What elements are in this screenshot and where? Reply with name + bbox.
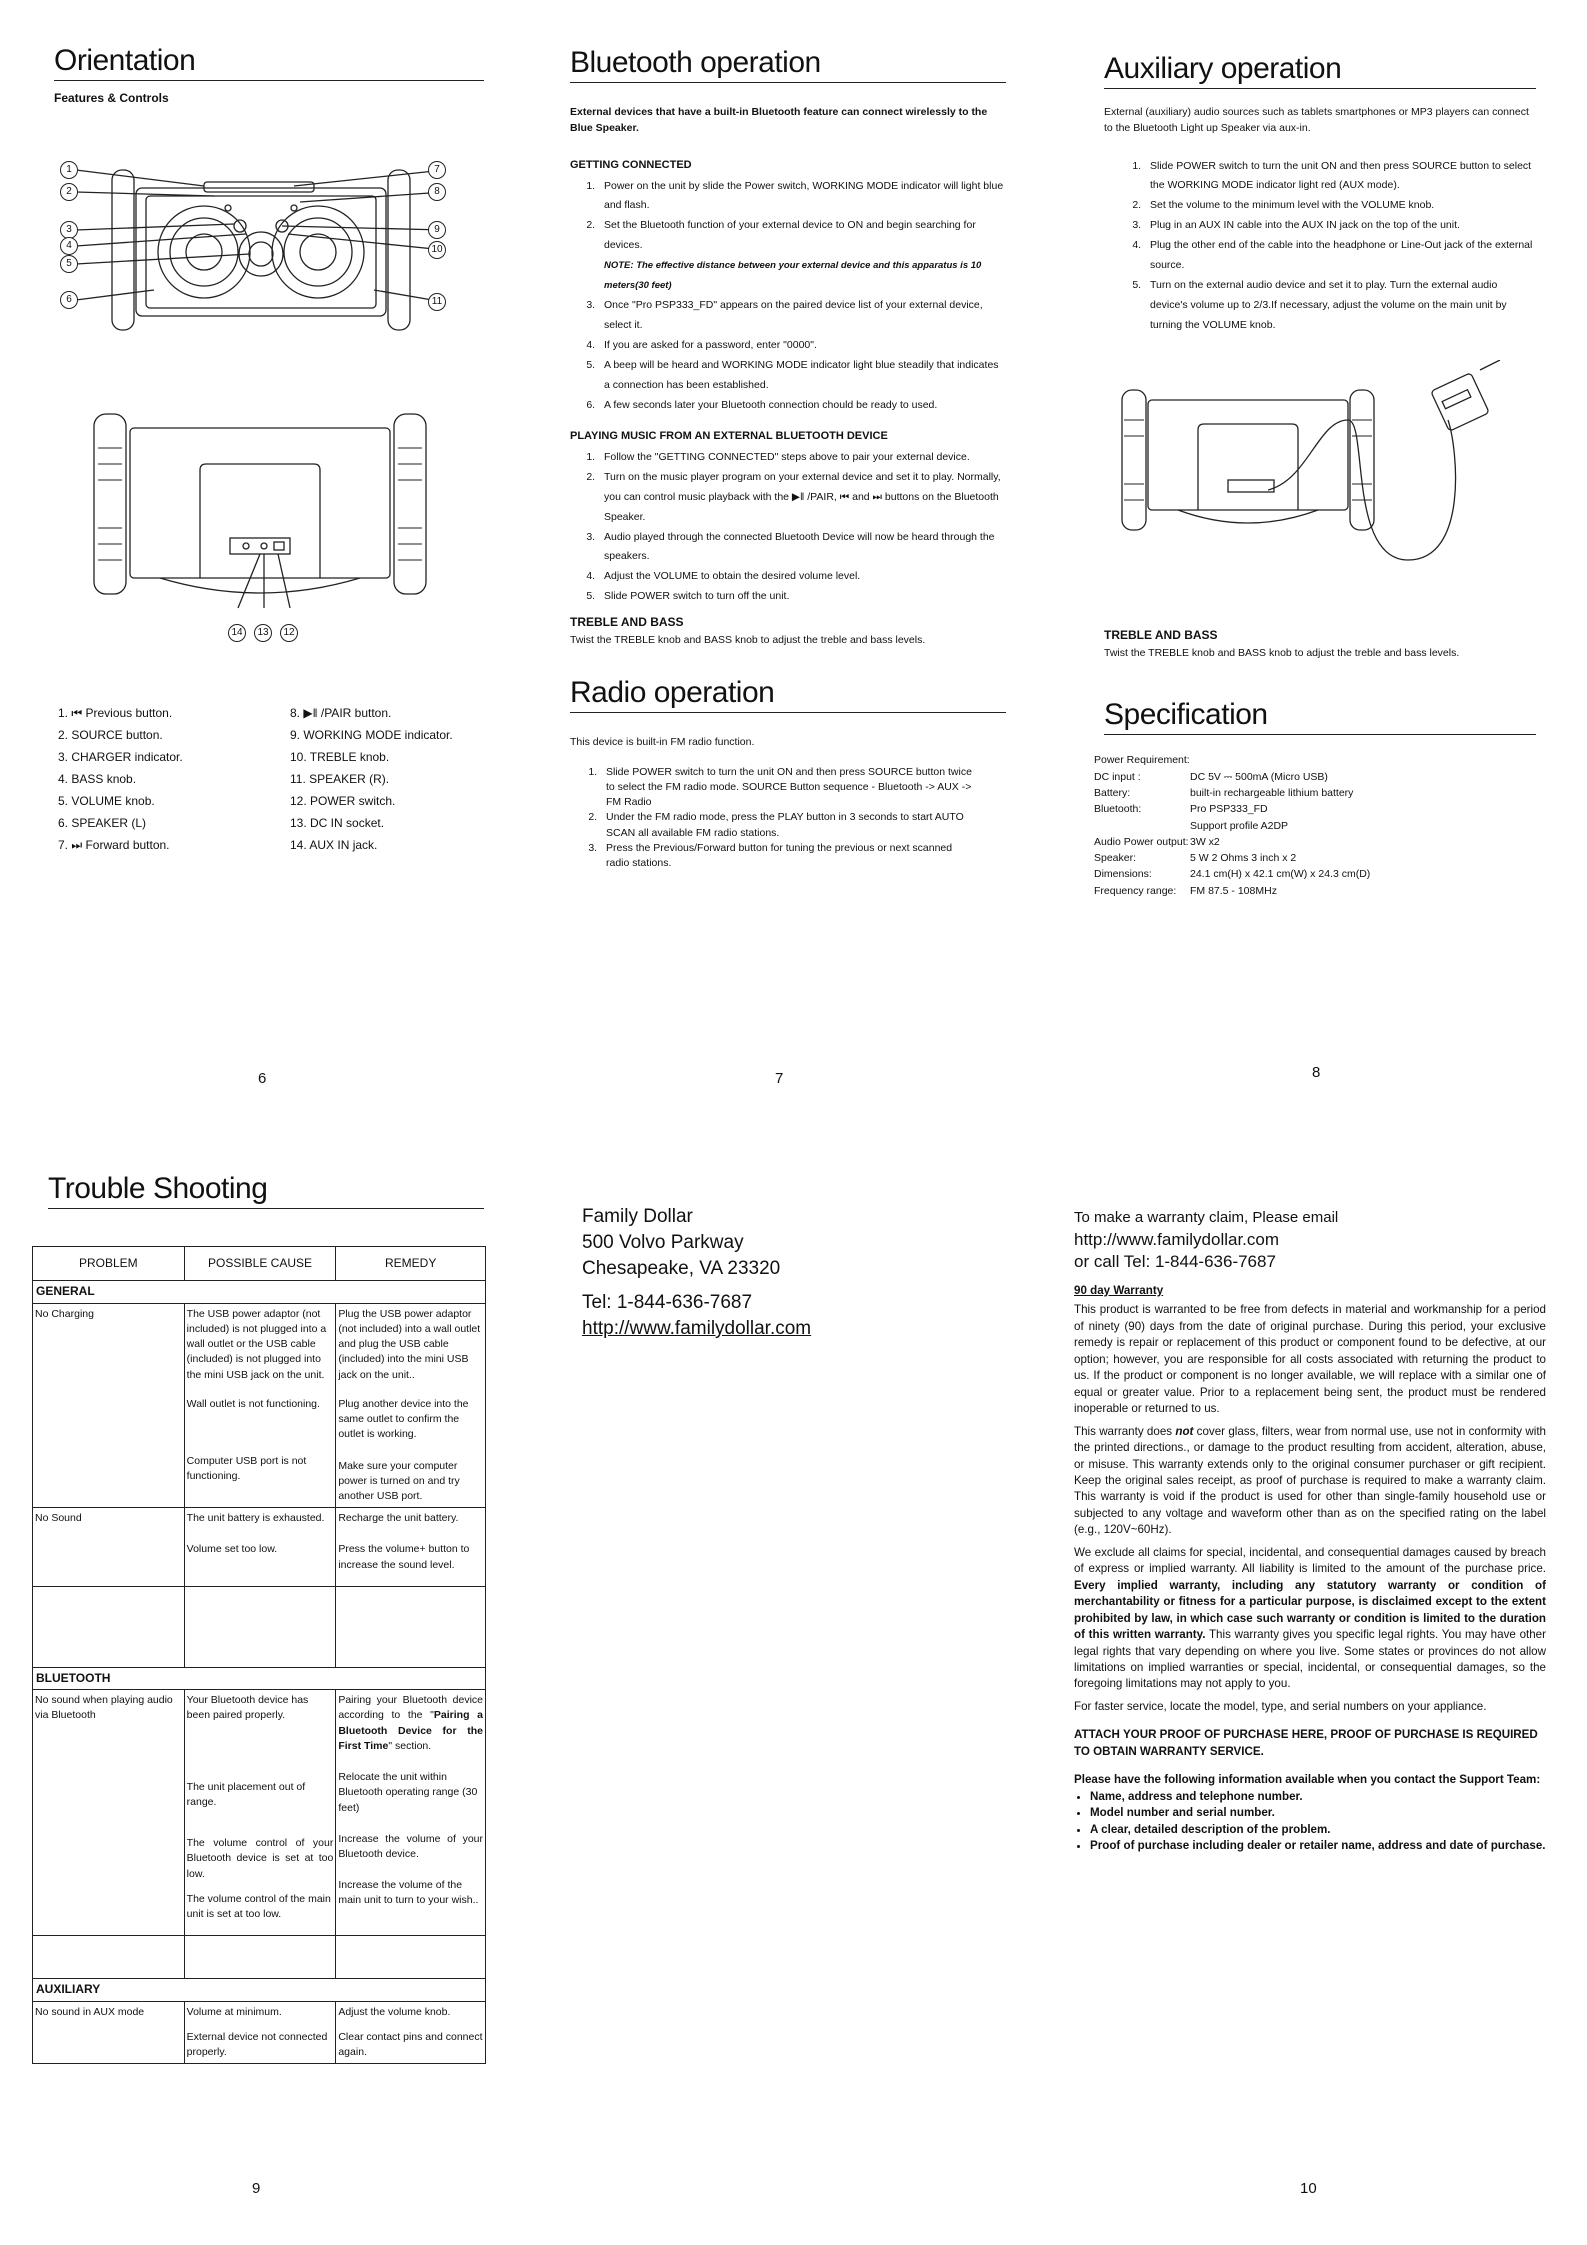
cause-text: The unit placement out of range. <box>186 1780 306 1808</box>
cause-text: Volume set too low. <box>186 1543 278 1556</box>
remedy-cell <box>336 1690 486 1936</box>
callout-11: 11 <box>428 293 446 311</box>
support-info-heading: Please have the following information available when you contact the Support Team: <box>1074 1773 1541 1787</box>
warranty-text-part: This warranty does <box>1074 1424 1176 1438</box>
callout-3: 3 <box>60 221 78 239</box>
spec-key <box>1094 818 1190 834</box>
spec-value: FM 87.5 - 108MHz <box>1190 884 1277 897</box>
group-general <box>33 1281 486 1303</box>
aux-steps <box>1104 157 1536 336</box>
aux-treble-heading: TREBLE AND BASS <box>1104 628 1218 642</box>
company-name: Family Dollar <box>582 1206 693 1227</box>
getting-connected-heading: GETTING CONNECTED <box>570 158 692 171</box>
cause-text: The USB power adaptor (not included) is not plugged into a wall outlet or the USB cable (included) is not plugged into the mini USB jack on the unit. <box>186 1307 327 1381</box>
spec-section <box>1094 698 1536 899</box>
radio-section <box>570 676 1006 871</box>
control-label: 4. BASS knob. <box>58 772 137 786</box>
trouble-title: Trouble Shooting <box>48 1172 484 1209</box>
remedy-text: Recharge the unit battery. <box>338 1512 459 1525</box>
list-item: 5. Turn on the external audio device and set it to play. Turn the external audio device's volume up to 2/3.If necessary, adjust the volume on the main unit by turning the VOLUME knob. <box>1144 276 1536 336</box>
col-remedy: REMEDY <box>336 1247 486 1281</box>
spec-value: DC 5V ⎓ 500mA (Micro USB) <box>1190 770 1328 783</box>
table-row <box>1094 785 1370 801</box>
callout-2: 2 <box>60 183 78 201</box>
table-row <box>1094 769 1370 785</box>
remedy-text: Increase the volume of the main unit to turn to your wish.. <box>338 1879 479 1907</box>
claim-url-link[interactable]: http://www.familydollar.com <box>1074 1230 1280 1249</box>
orientation-section <box>54 44 484 105</box>
speaker-rear-illustration <box>80 408 440 618</box>
page-number: 7 <box>775 1070 784 1087</box>
cause-text: Volume at minimum. <box>186 2005 282 2018</box>
warranty-text-part: not <box>1175 1424 1194 1438</box>
spec-value: Pro PSP333_FD <box>1190 803 1268 816</box>
table-row <box>1094 818 1370 834</box>
control-label: 5. VOLUME knob. <box>58 794 155 808</box>
empty-row <box>33 1586 486 1667</box>
control-label: 7. ⏭ Forward button. <box>58 838 170 852</box>
bluetooth-title: Bluetooth operation <box>570 46 1006 83</box>
list-item: • Name, address and telephone number. <box>1090 1789 1546 1805</box>
control-label: 2. SOURCE button. <box>58 728 163 742</box>
warranty-claim <box>1074 1206 1546 1273</box>
remedy-text: Clear contact pins and connect again. <box>338 2030 483 2059</box>
contact-website[interactable]: http://www.familydollar.com <box>582 1318 812 1339</box>
spec-table <box>1094 769 1370 899</box>
remedy-cell <box>336 1508 486 1587</box>
list-item: • Model number and serial number. <box>1090 1805 1546 1821</box>
spec-key: Dimensions: <box>1094 868 1152 881</box>
remedy-text: Increase the volume of your Bluetooth device. <box>338 1832 483 1860</box>
spec-value: 5 W 2 Ohms 3 inch x 2 <box>1190 852 1297 865</box>
remedy-text: Plug the USB power adaptor (not included) into a wall outlet and plug the USB cable (included) into the mini USB jack on the unit.. <box>338 1307 481 1381</box>
table-row <box>33 2001 486 2064</box>
list-item: 1. Power on the unit by slide the Power switch, WORKING MODE indicator will light blue and flash. <box>598 177 1006 217</box>
spec-key: DC input : <box>1094 770 1141 783</box>
spec-key: Speaker: <box>1094 852 1137 865</box>
spec-title: Specification <box>1104 698 1536 735</box>
radio-steps <box>570 765 1006 872</box>
remedy-text <box>338 1693 483 1754</box>
table-row <box>33 1303 486 1507</box>
callout-7: 7 <box>428 161 446 179</box>
power-requirement: Power Requirement: <box>1094 754 1190 766</box>
table-row <box>1094 883 1370 899</box>
street-address: 500 Volvo Parkway <box>582 1232 744 1253</box>
cause-text: Your Bluetooth device has been paired properly. <box>186 1694 309 1722</box>
remedy-cell <box>336 2001 486 2064</box>
list-item: 4. Adjust the VOLUME to obtain the desired volume level. <box>598 567 1006 587</box>
warranty-paragraph <box>1074 1424 1546 1539</box>
list-item: 4. Plug the other end of the cable into the headphone or Line-Out jack of the external source. <box>1144 236 1536 276</box>
controls-list-left <box>58 702 183 856</box>
aux-intro: External (auxiliary) audio sources such as tablets smartphones or MP3 players can connect to the Bluetooth Light up Speaker via aux-in. <box>1104 106 1529 134</box>
callout-13: 13 <box>254 624 272 642</box>
list-item: 1. Slide POWER switch to turn the unit ON and then press SOURCE button to select the WORKING MODE indicator light red (AUX mode). <box>1144 157 1536 197</box>
callout-12: 12 <box>280 624 298 642</box>
page-number: 10 <box>1300 2180 1317 2197</box>
spec-key: Battery: <box>1094 787 1131 800</box>
contact-block <box>582 1204 811 1342</box>
list-item: 5. Slide POWER switch to turn off the unit. <box>598 587 1006 607</box>
list-item <box>598 216 1006 296</box>
list-item: • Proof of purchase including dealer or retailer name, address and date of purchase. <box>1090 1838 1546 1854</box>
cause-text: The volume control of your Bluetooth device is set at too low. <box>186 1837 334 1880</box>
cause-cell <box>184 1690 336 1936</box>
playing-heading: PLAYING MUSIC FROM AN EXTERNAL BLUETOOTH DEVICE <box>570 429 888 442</box>
spec-value: 3W x2 <box>1190 835 1220 848</box>
problem-cell: No sound in AUX mode <box>33 2001 185 2064</box>
page-number: 9 <box>252 2180 261 2197</box>
list-item: 5. A beep will be heard and WORKING MODE indicator light blue steadily that indicates a connection has been established. <box>598 356 1006 396</box>
group-auxiliary <box>33 1979 486 2001</box>
list-item: 2. Turn on the music player program on your external device and set it to play. Normally, you can control music playback with the ▶‖ /PAIR, ⏮ and ⏭ buttons on the Bluetooth Speaker. <box>598 468 1006 528</box>
trouble-section <box>48 1172 484 1209</box>
callout-1: 1 <box>60 161 78 179</box>
radio-intro: This device is built-in FM radio function. <box>570 736 755 748</box>
table-row <box>33 1508 486 1587</box>
cause-text: Wall outlet is not functioning. <box>186 1397 320 1410</box>
page-number: 8 <box>1312 1064 1321 1081</box>
callout-9: 9 <box>428 221 446 239</box>
cause-cell <box>184 1303 336 1507</box>
spec-key: Audio Power output: <box>1094 835 1189 848</box>
group-label: AUXILIARY <box>33 1979 486 2001</box>
aux-section <box>1104 52 1536 336</box>
group-label: BLUETOOTH <box>33 1667 486 1689</box>
table-row <box>1094 850 1370 866</box>
control-label: 13. DC IN socket. <box>290 816 385 830</box>
features-subtitle: Features & Controls <box>54 91 169 105</box>
control-label: 9. WORKING MODE indicator. <box>290 728 453 742</box>
remedy-cell <box>336 1303 486 1507</box>
getting-connected-steps <box>570 177 1006 416</box>
group-bluetooth <box>33 1667 486 1689</box>
spec-value: Support profile A2DP <box>1190 819 1289 832</box>
spec-key: Frequency range: <box>1094 884 1177 897</box>
cause-cell <box>184 2001 336 2064</box>
remedy-text: Adjust the volume knob. <box>338 2005 451 2018</box>
list-item: 1. Follow the "GETTING CONNECTED" steps above to pair your external device. <box>598 448 1006 468</box>
problem-cell: No Sound <box>33 1508 185 1587</box>
warranty-section <box>1074 1206 1546 1855</box>
cause-text: The unit battery is exhausted. <box>186 1512 325 1525</box>
list-item: 2. Set the volume to the minimum level with the VOLUME knob. <box>1144 196 1536 216</box>
callout-10: 10 <box>428 241 446 259</box>
bt-treble-text: Twist the TREBLE knob and BASS knob to adjust the treble and bass levels. <box>570 634 926 647</box>
callout-5: 5 <box>60 255 78 273</box>
control-label: 1. ⏮ Previous button. <box>58 706 173 720</box>
orientation-title: Orientation <box>54 44 484 81</box>
col-problem: PROBLEM <box>33 1247 185 1281</box>
bt-treble-heading: TREBLE AND BASS <box>570 615 684 630</box>
warranty-paragraph: For faster service, locate the model, type, and serial numbers on your appliance. <box>1074 1699 1487 1713</box>
cause-text: Computer USB port is not functioning. <box>186 1455 307 1483</box>
distance-note: NOTE: The effective distance between your external device and this apparatus is 10 meters(30 feet) <box>604 260 982 292</box>
control-label: 3. CHARGER indicator. <box>58 750 183 764</box>
attach-proof-notice: ATTACH YOUR PROOF OF PURCHASE HERE, PROOF OF PURCHASE IS REQUIRED TO OBTAIN WARRANTY SERVICE. <box>1074 1728 1538 1758</box>
spec-key: Bluetooth: <box>1094 803 1142 816</box>
claim-text: To make a warranty claim, Please email <box>1074 1209 1339 1226</box>
warranty-paragraph: This product is warranted to be free from defects in material and workmanship for a period of ninety (90) days from the date of original purchase. During this period, your exclusive remedy is repair or replacement of this product or component found to be defective, at our option; however, you are responsible for all costs associated with returning the product to us. If the product or component is no longer available, we will replace with a similar one of equal or greater value. Prior to a replacement being sent, the product must be rendered inoperable or returned to us. <box>1074 1303 1546 1416</box>
remedy-text: Relocate the unit within Bluetooth operating range (30 feet) <box>338 1771 478 1814</box>
control-label: 8. ▶‖ /PAIR button. <box>290 706 392 720</box>
control-label: 14. AUX IN jack. <box>290 838 378 852</box>
list-item: 3. Once "Pro PSP333_FD" appears on the paired device list of your external device, select it. <box>598 296 1006 336</box>
empty-row <box>33 1936 486 1979</box>
table-row <box>1094 834 1370 850</box>
list-item: 3. Audio played through the connected Bluetooth Device will now be heard through the speakers. <box>598 528 1006 568</box>
bluetooth-intro: External devices that have a built-in Bluetooth feature can connect wirelessly to the Blue Speaker. <box>570 106 988 134</box>
playing-steps <box>570 448 1006 608</box>
control-label: 11. SPEAKER (R). <box>290 772 390 786</box>
list-item: 3. Plug in an AUX IN cable into the AUX IN jack on the top of the unit. <box>1144 216 1536 236</box>
list-item: 4. If you are asked for a password, enter "0000". <box>598 336 1006 356</box>
control-label: 12. POWER switch. <box>290 794 396 808</box>
aux-connection-illustration <box>1108 360 1528 570</box>
controls-list-right <box>290 702 453 856</box>
aux-treble-text: Twist the TREBLE knob and BASS knob to adjust the treble and bass levels. <box>1104 647 1460 659</box>
trouble-table <box>32 1246 486 2064</box>
spec-value: built-in rechargeable lithium battery <box>1190 787 1354 800</box>
contact-phone: Tel: 1-844-636-7687 <box>582 1292 753 1313</box>
group-label: GENERAL <box>33 1281 486 1303</box>
col-cause: POSSIBLE CAUSE <box>184 1247 336 1281</box>
support-info-list <box>1074 1789 1546 1855</box>
remedy-text: Plug another device into the same outlet to confirm the outlet is working. <box>338 1397 469 1441</box>
list-item: 6. A few seconds later your Bluetooth connection chould be ready to used. <box>598 396 1006 416</box>
aux-treble <box>1104 618 1536 662</box>
control-label: 6. SPEAKER (L) <box>58 816 147 830</box>
list-item: 1. Slide POWER switch to turn the unit ON and then press SOURCE button twice to select the FM radio mode. SOURCE Button sequence - Bluetooth -> AUX -> FM Radio <box>600 765 976 811</box>
callout-6: 6 <box>60 291 78 309</box>
table-row <box>1094 866 1370 882</box>
speaker-front-illustration <box>54 150 474 350</box>
cause-text: The volume control of the main unit is set at too low. <box>186 1892 331 1920</box>
list-item: 3. Press the Previous/Forward button for tuning the previous or next scanned radio stations. <box>600 841 976 871</box>
warranty-paragraph <box>1074 1545 1546 1693</box>
problem-cell: No Charging <box>33 1303 185 1507</box>
callout-8: 8 <box>428 183 446 201</box>
remedy-text-part: Pairing your Bluetooth device according to the " <box>338 1694 483 1722</box>
table-header-row <box>33 1247 486 1281</box>
warranty-text-part: We exclude all claims for special, incidental, and consequential damages caused by breach of express or implied warranty. All liability is limited to the amount of the purchase price. <box>1074 1545 1546 1576</box>
claim-phone: or call Tel: 1-844-636-7687 <box>1074 1252 1276 1271</box>
cause-cell <box>184 1508 336 1587</box>
warranty-text-part: This warranty gives you specific legal rights. You may have other legal rights that vary depending on where you live. Some states or provinces do not allow limitations on implied warranties or special, incidental, or consequential damages, so the foregoing limitations may not apply to you. <box>1074 1628 1546 1691</box>
bluetooth-section <box>570 46 1006 649</box>
step-text: Set the Bluetooth function of your external device to ON and begin searching for devices. <box>604 219 976 252</box>
pairing-section-ref: Pairing a Bluetooth Device for the First Time <box>338 1709 483 1752</box>
warranty-text-part: Every implied warranty, including any statutory warranty or condition of merchantability or fitness for a particular purpose, is disclaimed except to the extent prohibited by law, in which case such warranty or condition is limited to the duration of this written warranty. <box>1074 1578 1546 1642</box>
list-item: • A clear, detailed description of the problem. <box>1090 1822 1546 1838</box>
remedy-text: Make sure your computer power is turned on and try another USB port. <box>338 1459 460 1502</box>
remedy-text: Press the volume+ button to increase the sound level. <box>338 1543 470 1571</box>
spec-value: 24.1 cm(H) x 42.1 cm(W) x 24.3 cm(D) <box>1190 868 1371 881</box>
table-row <box>1094 801 1370 817</box>
list-item: 2. Under the FM radio mode, press the PLAY button in 3 seconds to start AUTO SCAN all available FM radio stations. <box>600 810 976 840</box>
control-label: 10. TREBLE knob. <box>290 750 390 764</box>
aux-title: Auxiliary operation <box>1104 52 1536 89</box>
page-number: 6 <box>258 1070 267 1087</box>
warranty-heading: 90 day Warranty <box>1074 1284 1164 1297</box>
warranty-text-part: cover glass, filters, wear from normal use, use not in conformity with the printed directions., or damage to the product resulting from accident, alteration, abuse, or misuse. This warranty extends only to the original consumer purchaser or gift recipient. Keep the original sales receipt, as proof of purchase is required to make a warranty claim. This warranty is void if the product is used for other than single-family household use or subjected to any voltage and waveform other than as on the specified rating on the label (e.g., 120V~60Hz). <box>1074 1424 1546 1537</box>
city-state-zip: Chesapeake, VA 23320 <box>582 1258 781 1279</box>
cause-text: External device not connected properly. <box>186 2030 328 2059</box>
problem-cell: No sound when playing audio via Bluetooth <box>33 1690 185 1936</box>
callout-4: 4 <box>60 237 78 255</box>
callout-14: 14 <box>228 624 246 642</box>
remedy-text-part: " section. <box>388 1739 432 1752</box>
table-row <box>33 1690 486 1936</box>
radio-title: Radio operation <box>570 676 1006 713</box>
